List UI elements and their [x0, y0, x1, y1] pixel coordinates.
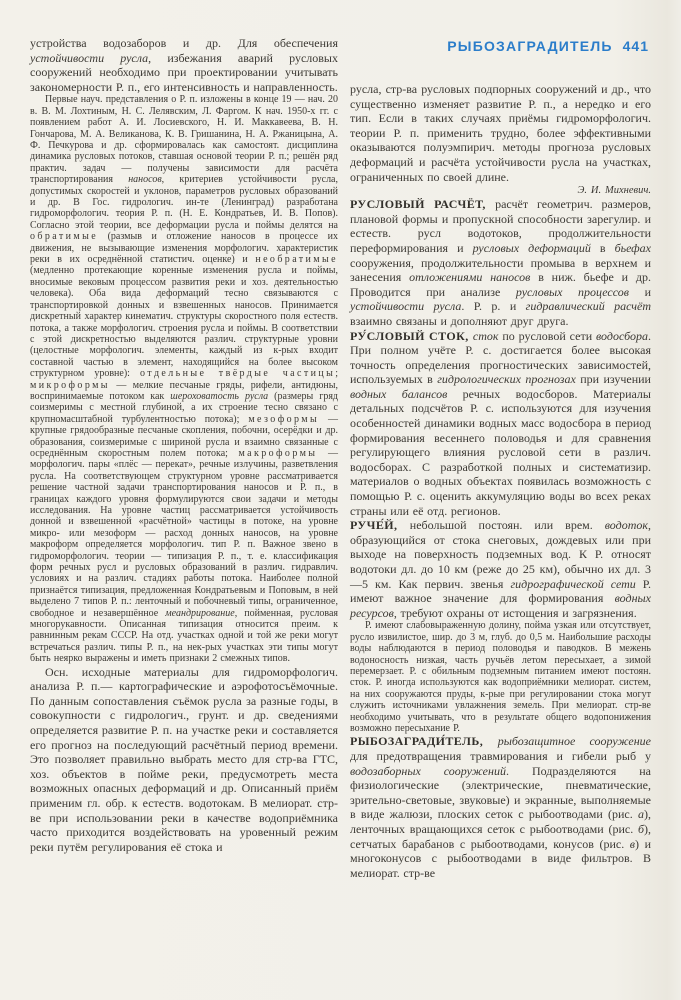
text-run: (медленно протекающие коренные изменения русла и поймы, вносимые вековым процессом развития реки и хоз. деятельностью человека). Оба вида деформаций тесно связываются с транспортировкой донных и взвешенных наносов. Принимается дискретный характер кинематич. структуры скоростного поля естеств. потока, а также морфологич. строения русла и поймы. В соответствии с этой дискретностью выделяются различ. структурные уровни (целостные морфологич. элементы, каждый из к-рых входит составной частью в элемент, находящийся на более высоком структурном уровне): [30, 265, 338, 380]
text-run: мезоформы [248, 413, 320, 425]
text-run: ), сетчатых барабанов с рыбоотводами, конусов (рис. [350, 822, 651, 851]
italic-term: устойчивости русла [350, 299, 462, 314]
text-run: необратимые [255, 254, 338, 266]
italic-term: отложениями наносов [409, 270, 531, 285]
text-run: устройства водозаборов и др. Для обеспечения [30, 36, 338, 50]
text-run: речных водосборов. Материалы детальных подсчётов Р. с. используются для изучения особенностей динамики водных масс водосбора в период формирования весеннего половодья и для сравнения регулирующего влияния русловой сети в различ. водосборах. С разработкой полных и систематизир. материалов о водных объектах появилась возможность с помощью Р. с. оценить аккумуляцию воды во всех реках страны или её отд. регионов. [350, 386, 651, 518]
italic-term: сток [472, 328, 499, 343]
text-run: ; [335, 368, 338, 380]
text-run: , требуют охраны от истощения и загрязнения. [393, 605, 637, 620]
para-continuation-left-top [30, 36, 338, 94]
text-run: . Р. р. и [461, 299, 526, 314]
entry-ruslovyy-stok [350, 329, 651, 519]
text-run: Р. имеют важное значение для формирования [350, 576, 651, 606]
italic-term: б [637, 822, 644, 836]
text-run: (размыв и отложение наносов в процессе их движения, не вызывающие изменения морфологич. характеристик реки в их осреднённой статистич. оценке) и [30, 231, 338, 266]
text-run: для предотвращения травмирования и гибели рыб у [350, 749, 651, 764]
text-run: , образующийся от стока снеговых, дождевых или при выходе на поверхность подземных вод. К Р. относят водотоки дл. до 10 км (реже до 25 км), обычно их дл. 3—5 км. Как первич. звенья [350, 518, 651, 591]
italic-term: водных ресурсов [350, 591, 651, 620]
text-run: Р. имеют слабовыраженную долину, пойма узкая или отсутствует, русло извилистое, шир. до 3 м, глуб. до 0,5 м. Наибольшие расходы воды наблюдаются в период половодья и паводков. В межень водоносность низкая, часть ручьёв летом пересыхает, а зимой перемерзает. Р. с обильным подземным питанием имеют постоян. сток. Р. иногда используются как водоприёмники мелиорат. систем, на них сооружаются пруды, к-рые при регулировании стока могут служить источниками увлажнения земель. При мелиорат. стр-ве необходимо учитывать, что в результате общего водопонижения возможно пересыхание Р. [350, 620, 651, 735]
text-run: русла, стр-ва русловых подпорных сооружений и др., что существенно изменяет развитие Р. п., а нередко и его тип. Если в таких случаях приёмы гидроморфологич. теории Р. п. применить трудно, более эффективными оказываются полуэмпирич. методы прогноза русловых деформаций и расчёта устойчивости русла на участках, ограниченных по своей длине. [350, 82, 651, 184]
text-run: отдельные твёрдые частицы [140, 368, 336, 380]
italic-term: бьефах [614, 240, 652, 255]
text-columns [30, 36, 651, 880]
text-run: ) и многоконусов с рыбоотводами в виде фильтров. В мелиорат. стр-ве [350, 836, 651, 880]
italic-term: водоток [604, 518, 648, 533]
para-ruchey-details-small-print [350, 620, 651, 734]
entry-rybozagraditel [350, 734, 651, 880]
text-run: в ниж. бьефе и др. Проводится при анализе [350, 270, 651, 299]
italic-term: а [638, 807, 644, 822]
para-source-materials [30, 665, 338, 855]
text-run: взаимно связаны и дополняют друг друга. [350, 313, 569, 328]
italic-term: шероховатость русла [170, 390, 269, 402]
text-run: — мелкие песчаные гряды, рифели, антидюны, воспринимаемые потоком как [30, 379, 338, 402]
text-run: ), ленточных вращающихся сеток с рыбоотводами (рис. [350, 807, 651, 836]
text-run: в [590, 240, 615, 255]
text-run: , избежания аварий русловых сооружений необходимо при проектировании учитывать закономерности Р. п., его интенсивность и направленность. [30, 50, 338, 94]
text-run: макроформы [238, 447, 318, 459]
italic-term: рыбозащитное сооружение [497, 734, 651, 749]
italic-term: водозаборных сооружений [350, 763, 506, 778]
text-run: по русловой сети [498, 328, 596, 343]
running-title: РЫБОЗАГРАДИТЕЛЬ [447, 38, 613, 54]
text-run: — морфологич. пары «плёс — перекат», речные излучины, разветвления русла. На соответствующем структурном уровне рассматривается решение частной задачи транспортирования наносов и Р. п., в границах каждого уровня формулируются свои задачи и методы исследования. На уровне частиц рассматривается устойчивость донной и взвешенной «расчётной» частицы в потоке, на уровне микро- или мезоформ — расход донных наносов, на уровне макроформ определяется морфологич. тип Р. п. Важное звено в гидроморфологич. теории — типизация Р. п., т. е. классификация форм речных русл и русловых образований в различ. гидравлич. условиях и на различ. стадиях работы потока. Наиболее полной признаётся типизация, предложенная Кондратьевым и Поповым, в ней выделено 7 типов Р. п.: ленточный и побочневый типы, ограниченное, свободное и незавершённое [30, 447, 338, 619]
entry-headword: РУ́СЛОВЫЙ СТОК, [350, 328, 473, 343]
column-right-text [350, 82, 651, 880]
italic-term: гидравлический расчёт [525, 299, 651, 314]
italic-term: наносов [128, 174, 162, 186]
entry-ruslovyy-raschet [350, 197, 651, 328]
italic-term: русловых деформаций [472, 240, 591, 255]
entry-headword: РУСЛОВЫЙ РАСЧЁТ, [350, 197, 496, 212]
italic-term: меандрирование [165, 607, 235, 619]
italic-term: гидрологических прогнозах [437, 372, 576, 387]
text-run: . При полном учёте Р. с. достигается более высокая точность определения прогностических зависимостей, используемых в [350, 328, 651, 387]
entry-ruchey [350, 518, 651, 620]
text-run: — крупные грядообразные песчаные скопления, побочни, осерёдки и др. образования, соизмеримые с шириной русла и взаимно связанные с осреднённым скоростным полем потока; [30, 413, 338, 459]
text-run: сооружения, продолжительности промыва в верхнем и занесения [350, 255, 651, 285]
para-history-small-print [30, 94, 338, 664]
italic-term: в [629, 836, 635, 851]
page-header [350, 38, 649, 54]
text-run: микроформы [30, 379, 110, 391]
text-run: (размеры гряд соизмеримы с местной глубиной, а их строение тесно связано с крупномасштабной турбулентностью потока); [30, 390, 339, 425]
text-run: . Подразделяются на физиологические (электрические, пневматические, зрительно-световые, звуковые) и экранные, выполняемые в виде жалюзи, плоских сеток с рыбоотводами (рис. [350, 763, 651, 822]
column-left [30, 36, 338, 880]
page-number: 441 [622, 38, 649, 54]
para-continuation-right-top [350, 82, 651, 184]
column-right [350, 36, 651, 880]
entry-headword: РЫБОЗАГРАДИ́ТЕЛЬ, [350, 734, 498, 749]
text-run: Осн. исходные материалы для гидроморфологич. анализа Р. п.— картографические и аэрофотосъёмочные. По данным сопоставления съёмок русла за разные годы, в совокупности с гидрологич., грунт. и др. сведениями определяется развитие Р. п. на участке реки и составляется его прогноз на последующий расчётный период времени. Это позволяет правильно выбрать место для стр-ва ГТС, хоз. объектов в пойме реки, предусмотреть места возможных опасных деформаций и др. Описанный приём применим гл. обр. к естеств. водотокам. В мелиорат. стр-ве при использовании реки в качестве водоприёмника часто приходится воздействовать на уровенный режим реки путём регулирования её стока и [30, 664, 338, 854]
text-run: , критериев устойчивости русла, допустимых скоростей и уклонов, параметров русловых образований и др. В Гос. гидрологич. ин-те (Ленинград) разработана гидроморфологич. теория Р. п. (Н. Е. Кондратьев, И. В. Попов). Согласно этой теории, все деформации русла и поймы делятся на [30, 174, 338, 231]
text-run: небольшой постоян. или врем. [409, 518, 605, 533]
text-run: при изучении [575, 372, 651, 387]
italic-term: гидрографической сети [510, 576, 636, 591]
italic-term: водных балансов [350, 386, 448, 401]
text-run: обратимые [30, 231, 99, 243]
italic-term: Э. И. Михневич. [577, 185, 651, 197]
italic-term: русловых процессов [515, 284, 629, 299]
text-run: Первые науч. представления о Р. п. изложены в конце 19 — нач. 20 в. В. М. Лохтиным, Н. С. Лелявским, Л. Фаргом. К нач. 1950-х гг. с появлением работ А. И. Лосиевского, Н. И. Маккавеева, В. Н. Гончарова, М. А. Великанова, К. В. Гришанина, Н. А. Ржаницына, А. Ф. Печкурова и др. сформировалась как самостоят. дисциплина динамика русловых потоков, ставшая основой теории Р. п.; решён ряд практич. задач — получены зависимости для расчёта транспортирования [30, 94, 338, 186]
author-signature [350, 184, 651, 197]
text-run: и [629, 284, 651, 299]
text-run: , пойменная, русловая многорукавности. Описанная типизация относится преим. к равнинным рекам СССР. На отд. участках одной и той же реки могут встречаться различ. типы Р. п., на нек-рых участках эти типы могут быть неярко выражены и иметь признаки 2 смежных типов. [30, 607, 338, 665]
italic-term: водосбора [595, 328, 648, 343]
entry-headword: РУЧЕ́Й, [350, 518, 410, 533]
text-run: расчёт геометрич. размеров, плановой формы и пропускной способности зарегулир. и естеств. русл водотоков, продолжительности переформирования и [350, 197, 651, 255]
italic-term: устойчивости русла [30, 50, 149, 65]
